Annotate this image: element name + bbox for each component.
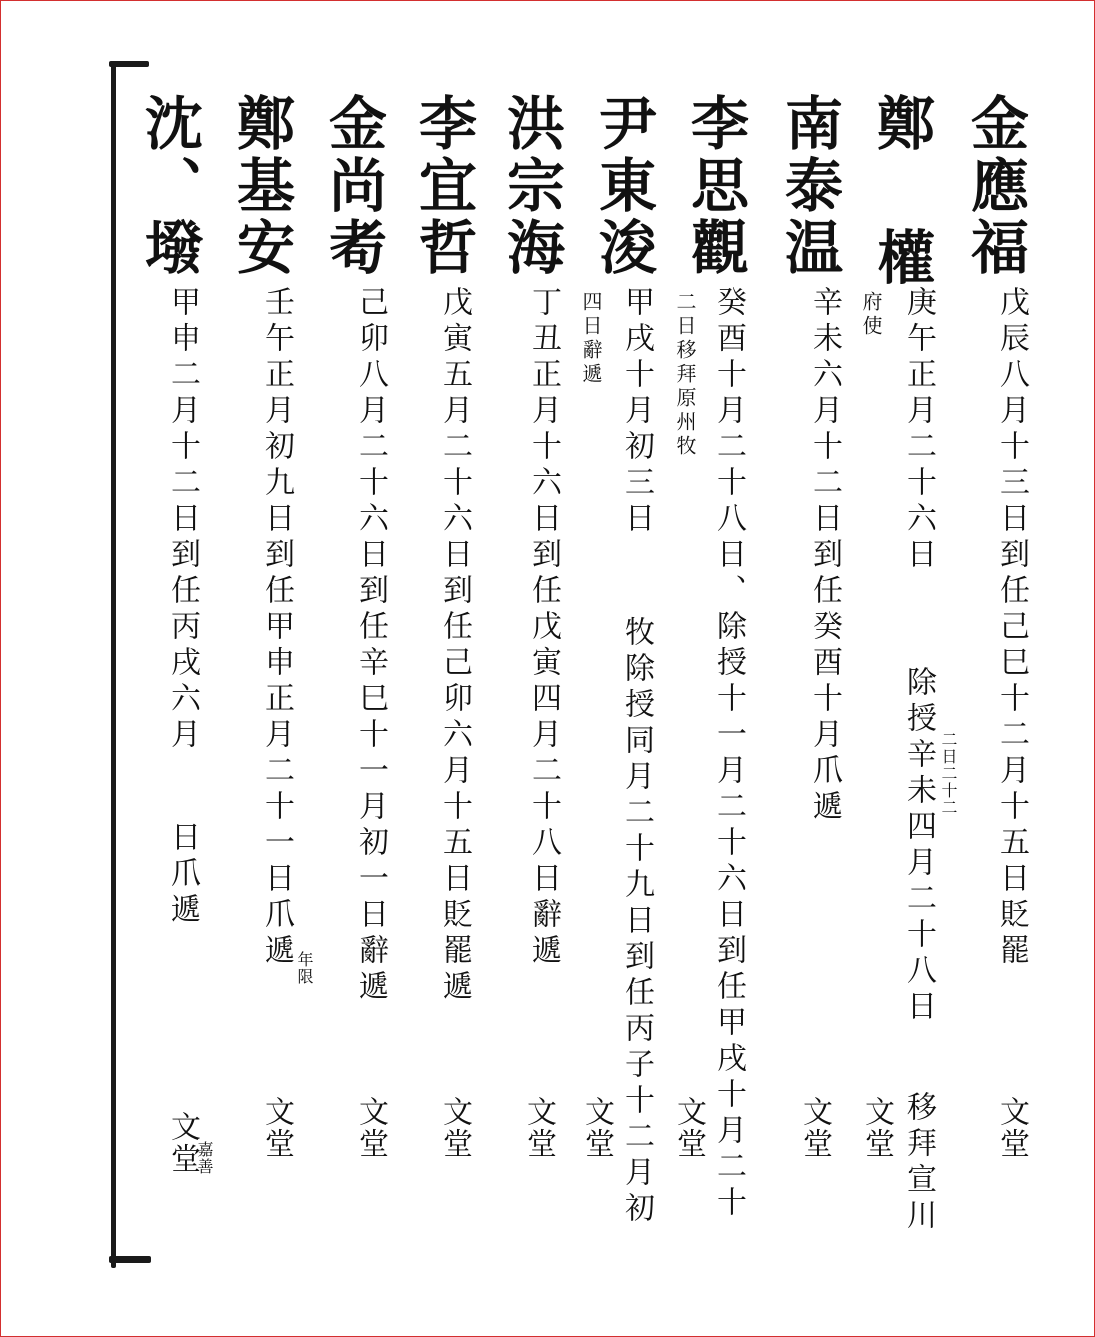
frame-corner-top bbox=[109, 61, 149, 67]
official-note: 文堂 bbox=[353, 1096, 388, 1160]
official-note: 文堂 bbox=[797, 1096, 832, 1160]
official-term: 己卯八月二十六日到任辛巳十一月初一日辭遞 bbox=[353, 286, 388, 1006]
official-note: 文堂 bbox=[579, 1096, 614, 1160]
official-term: 壬午正月初九日到任甲申正月二十一日爪遞 bbox=[259, 286, 294, 970]
official-name: 金應福 bbox=[961, 93, 1029, 279]
official-note: 文堂 bbox=[259, 1096, 294, 1160]
official-name: 沈、墢 bbox=[135, 93, 203, 279]
official-name: 李思觀 bbox=[681, 93, 749, 279]
official-term: 戊辰八月十三日到任己巳十二月十五日貶罷 bbox=[994, 286, 1029, 970]
official-note: 文堂 bbox=[521, 1096, 556, 1160]
official-term-sub: 二日移拜原州牧 bbox=[673, 291, 697, 459]
official-term: 移拜宣川 bbox=[901, 1091, 936, 1235]
official-interlinear-note: 二日二十二 bbox=[939, 731, 958, 816]
official-term: 丁丑正月十六日到任戊寅四月二十八日辭遞 bbox=[526, 286, 561, 970]
frame-corner-bottom bbox=[109, 1256, 151, 1263]
official-term: 甲申二月十二日到任丙戌六月 bbox=[165, 286, 200, 754]
official-note: 文堂 bbox=[994, 1096, 1029, 1160]
official-name: 尹東浚 bbox=[589, 93, 657, 279]
official-note: 文堂 bbox=[671, 1096, 706, 1160]
official-term: 戊寅五月二十六日到任己卯六月十五日貶罷遞 bbox=[437, 286, 472, 1006]
official-name: 南泰温 bbox=[775, 93, 843, 279]
official-term: 牧除授同月二十九日到任丙子十二月初 bbox=[619, 616, 654, 1228]
official-term: 甲戌十月初三日 bbox=[619, 286, 654, 538]
official-name: 李宜哲 bbox=[409, 93, 477, 279]
official-side-note: 四日辭遞 bbox=[579, 291, 603, 387]
official-name: 金尚耇 bbox=[319, 93, 387, 279]
official-side-note: 府使 bbox=[859, 291, 883, 339]
official-term: 癸酉十月二十八日、除授十一月二十六日到任甲戌十月二十 bbox=[711, 286, 746, 1222]
official-name: 鄭基安 bbox=[227, 93, 295, 279]
official-term: 辛未六月十二日到任癸酉十月爪遞 bbox=[807, 286, 842, 826]
official-note: 文堂 bbox=[859, 1096, 894, 1160]
official-interlinear-note: 年限 bbox=[295, 951, 314, 985]
official-note: 文堂 bbox=[165, 1111, 200, 1175]
official-interlinear-note: 嘉善 bbox=[195, 1141, 214, 1175]
official-term: 庚午正月二十六日 bbox=[901, 286, 936, 574]
official-name: 洪宗海 bbox=[497, 93, 565, 279]
frame-border-line bbox=[111, 63, 116, 1268]
official-term: 日爪遞 bbox=[165, 821, 200, 929]
official-term: 除授辛未四月二十八日 bbox=[901, 666, 936, 1026]
official-name: 鄭 權 bbox=[867, 93, 935, 289]
official-note: 文堂 bbox=[437, 1096, 472, 1160]
